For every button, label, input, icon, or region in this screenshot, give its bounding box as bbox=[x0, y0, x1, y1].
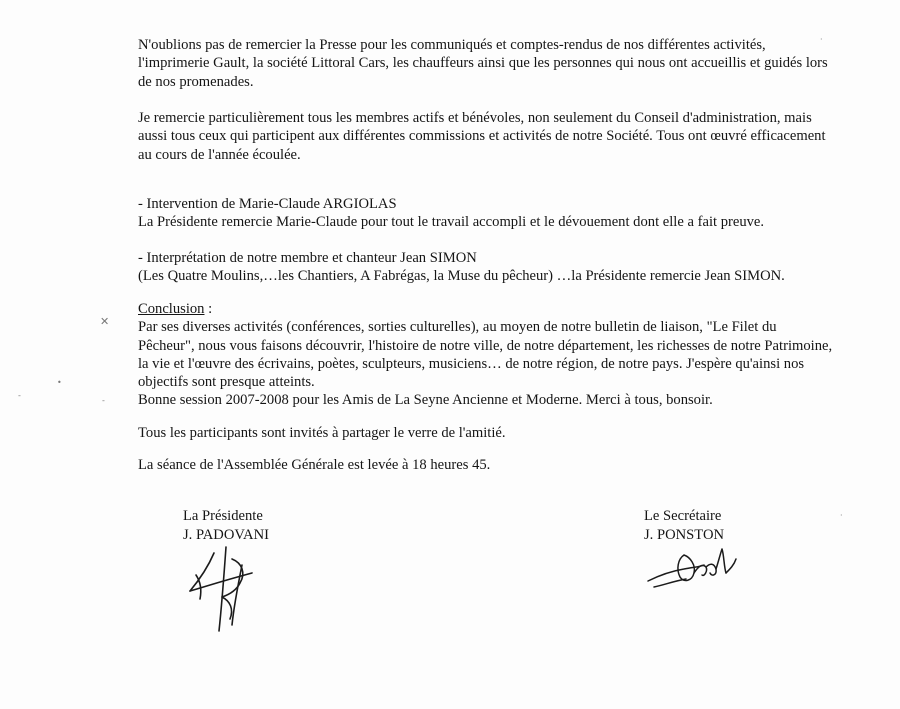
text-line: N'oublions pas de remercier la Presse pour les communiqués et comptes-rendus de nos différentes activités, bbox=[138, 37, 766, 53]
text-line: - Interprétation de notre membre et chanteur Jean SIMON bbox=[138, 250, 477, 266]
conclusion-paragraph bbox=[138, 300, 868, 410]
secretary-handwritten-signature bbox=[644, 545, 742, 595]
text-line: aussi tous ceux qui participent aux différentes commissions et activités de notre Société. Tous ont œuvré efficacement bbox=[138, 128, 826, 145]
scan-mark: - bbox=[18, 391, 21, 400]
conclusion-heading: Conclusion bbox=[138, 301, 205, 317]
text-line: Tous les participants sont invités à partager le verre de l'amitié. bbox=[138, 425, 506, 441]
text-line: - Intervention de Marie-Claude ARGIOLAS bbox=[138, 196, 397, 212]
text-line: Je remercie particulièrement tous les membres actifs et bénévoles, non seulement du Conseil d'administration, mais bbox=[138, 110, 812, 126]
thanks-members-paragraph bbox=[138, 109, 868, 164]
secretary-name: J. PONSTON bbox=[644, 526, 725, 543]
text-line: Pêcheur", nous vous faisons découvrir, l'histoire de notre ville, de notre département, les richesses de notre Patrimoine, bbox=[138, 337, 833, 354]
text-line: (Les Quatre Moulins,…les Chantiers, A Fabrégas, la Muse du pêcheur) …la Présidente remercie Jean SIMON. bbox=[138, 268, 785, 285]
intervention-paragraph bbox=[138, 195, 868, 232]
text-line: l'imprimerie Gault, la société Littoral Cars, les chauffeurs ainsi que les personnes qui nous ont accueillis et guidés lors bbox=[138, 55, 828, 72]
text-line: objectifs sont presque atteints. bbox=[138, 374, 315, 391]
scan-mark: ✕ bbox=[100, 315, 110, 328]
scan-mark: - bbox=[102, 396, 105, 405]
conclusion-colon: : bbox=[204, 301, 213, 317]
text-line: La séance de l'Assemblée Générale est levée à 18 heures 45. bbox=[138, 457, 491, 473]
scan-mark: • bbox=[57, 378, 62, 387]
scan-mark: · bbox=[820, 35, 823, 44]
president-title: La Présidente bbox=[183, 508, 263, 524]
president-name: J. PADOVANI bbox=[183, 526, 269, 543]
thanks-press-paragraph bbox=[138, 36, 868, 91]
text-line: au cours de l'année écoulée. bbox=[138, 146, 301, 163]
text-line: Par ses diverses activités (conférences, sorties culturelles), au moyen de notre bulletin de liaison, "Le Filet du bbox=[138, 319, 777, 336]
secretary-title: Le Secrétaire bbox=[644, 508, 722, 524]
conclusion-heading-line bbox=[138, 300, 868, 318]
text-line: de nos promenades. bbox=[138, 73, 254, 90]
text-line: Bonne session 2007-2008 pour les Amis de La Seyne Ancienne et Moderne. Merci à tous, bonsoir. bbox=[138, 392, 713, 409]
text-line: La Présidente remercie Marie-Claude pour tout le travail accompli et le dévouement dont elle a fait preuve. bbox=[138, 214, 765, 231]
secretary-signature-block bbox=[644, 507, 724, 544]
invitation-line bbox=[138, 424, 868, 442]
interpretation-paragraph bbox=[138, 249, 868, 286]
closing-line bbox=[138, 456, 868, 474]
scan-mark: · bbox=[840, 511, 843, 520]
president-handwritten-signature bbox=[186, 545, 276, 637]
text-line: la vie et l'œuvre des écrivains, poètes, sculpteurs, musiciens… de notre région, de notre pays. J'espère qu'ainsi nos bbox=[138, 355, 805, 372]
president-signature-block bbox=[183, 507, 269, 544]
